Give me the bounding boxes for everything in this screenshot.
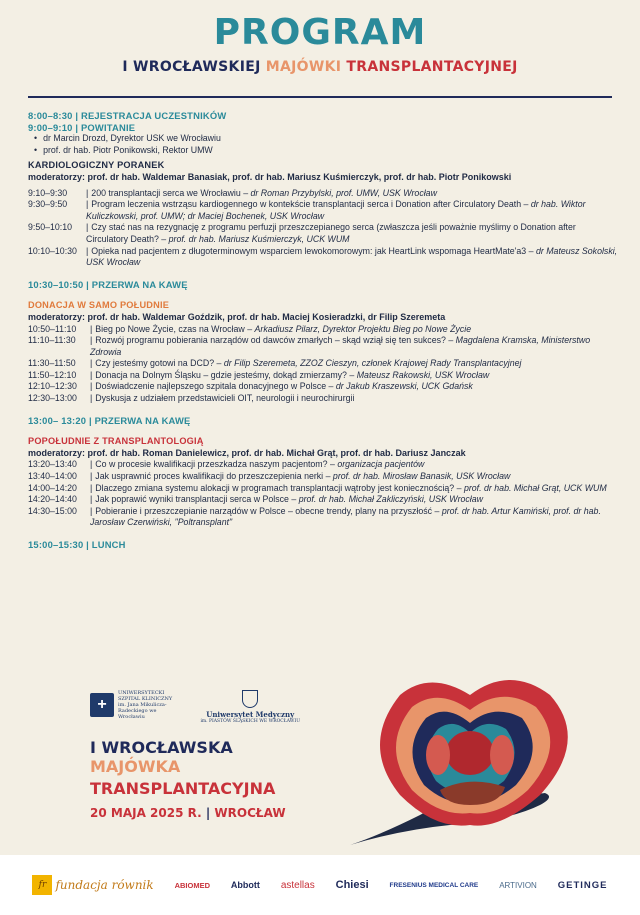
event-date-line bbox=[90, 806, 300, 820]
sponsor-label: fundacja równik bbox=[55, 878, 154, 892]
sponsor-fundacja-rownik bbox=[32, 875, 153, 895]
event-branding bbox=[90, 690, 300, 820]
agenda-topic: Czy jesteśmy gotowi na DCD? bbox=[95, 358, 215, 369]
agenda-time: 14:00–14:20 bbox=[28, 482, 77, 493]
umw-logo bbox=[200, 690, 300, 724]
agenda-speaker: Arkadiusz Pilarz, Dyrektor Projektu Bieg po Nowe Życie bbox=[254, 323, 472, 334]
agenda-item: 11:10–11:30 | Rozwój programu pobierania narządów od dawców zmarłych – skąd wziął się ten sukces? – Magdalena Kramska, Ministerstwo Zdrowia bbox=[28, 335, 591, 357]
agenda-time: 12:10–12:30 bbox=[28, 381, 77, 392]
subtitle-post: TRANSPLANTACYJNEJ bbox=[341, 59, 518, 75]
subtitle-pre: I WROCŁAWSKIEJ bbox=[122, 59, 266, 75]
sponsors-bar bbox=[0, 855, 640, 915]
section-moderators: moderatorzy: prof. dr hab. Waldemar Banasiak, prof. dr hab. Mariusz Kuśmierczyk, prof. dr hab. Piotr Ponikowski bbox=[28, 171, 512, 182]
event-name-pre: I WROCŁAWSKA bbox=[90, 738, 233, 757]
agenda-time: 11:10–11:30 bbox=[28, 335, 76, 346]
section-title: KARDIOLOGICZNY PORANEK bbox=[28, 160, 165, 171]
agenda-item: 10:10–10:30 | Opieka nad pacjentem z długoterminowym wsparciem lewokomorowym: jak HeartLink wspomaga HeartMate'a3 – dr Mateusz Sokolski, USK Wrocław bbox=[28, 245, 618, 268]
agenda-speaker: dr Roman Przybylski, prof. UMW, USK Wrocław bbox=[250, 187, 437, 198]
heart-hand-illustration bbox=[340, 655, 620, 855]
agenda-time: 9:30–9:50 bbox=[28, 199, 68, 210]
fundacja-logo-icon: fr bbox=[32, 875, 52, 895]
agenda-item: 9:50–10:10 | Czy stać nas na rezygnację z programu perfuzji przeszczepianego serca (zwłaszcza jeśli poważnie myślimy o Donation after Circulatory Death? – prof. dr hab. Mariusz Kuśmierczyk, UCK WUM bbox=[28, 222, 576, 244]
agenda-speaker: organizacja pacjentów bbox=[337, 459, 425, 470]
welcome-speakers bbox=[28, 133, 618, 156]
agenda-topic: Rozwój programu pobierania narządów od dawców zmarłych – skąd wziął się ten sukces? bbox=[95, 335, 446, 346]
section-moderators: moderatorzy: prof. dr hab. Waldemar Goździk, prof. dr hab. Maciej Kosieradzki, dr Filip Szeremeta bbox=[28, 311, 446, 322]
agenda-topic: Pobieranie i przeszczepianie narządów w Polsce – obecne trendy, plany na przyszłość bbox=[95, 505, 433, 516]
page-header bbox=[0, 0, 640, 75]
subtitle-accent: MAJÓWKI bbox=[265, 59, 342, 75]
agenda-speaker: Mateusz Rakowski, USK Wrocław bbox=[356, 369, 490, 380]
event-name-accent: MAJÓWKA bbox=[90, 757, 181, 776]
usk-logo-text: UNIWERSYTECKI SZPITAL KLINICZNY im. Jana Mikulicza-Radeckiego we Wrocławiu bbox=[118, 690, 173, 720]
header-divider bbox=[28, 96, 612, 98]
agenda-speaker: prof. dr hab. Michał Zakliczyński, USK Wrocław bbox=[298, 494, 483, 505]
agenda-speaker: dr hab. Wiktor Kuliczkowski, prof. UMW; dr Maciej Bochenek, USK Wrocław bbox=[86, 199, 586, 221]
agenda-item: 13:20–13:40 | Co w procesie kwalifikacji przeszkadza naszym pacjentom? – organizacja pacjentów bbox=[28, 459, 425, 470]
program-content bbox=[28, 110, 618, 551]
agenda-topic: Dlaczego zmiana systemu alokacji w programach transplantacji wątroby jest koniecznością? bbox=[95, 482, 455, 493]
sponsor-abiomed: ABIOMED bbox=[174, 880, 210, 890]
event-date: 20 MAJA 2025 R. bbox=[90, 806, 202, 820]
usk-logo bbox=[90, 690, 178, 720]
agenda-time: 10:10–10:30 bbox=[28, 245, 77, 256]
agenda-item: 12:10–12:30 | Doświadczenie najlepszego szpitala donacyjnego w Polsce – dr Jakub Kraszewski, UCK Gdańsk bbox=[28, 381, 473, 392]
agenda-topic: Jak usprawnić proces kwalifikacji do przeszczepienia nerki bbox=[95, 471, 324, 482]
agenda-item: 14:30–15:00 | Pobieranie i przeszczepianie narządów w Polsce – obecne trendy, plany na przyszłość – prof. dr hab. Artur Kamiński, prof. dr hab. Jarosław Czerwiński, "Poltransplant" bbox=[28, 505, 601, 528]
lung-right-icon bbox=[490, 735, 514, 775]
agenda-topic: Doświadczenie najlepszego szpitala donacyjnego w Polsce bbox=[95, 381, 327, 392]
umw-logo-subtext: im. PIASTÓW ŚLĄSKICH WE WROCŁAWIU bbox=[200, 719, 300, 724]
coffee-break-slot: 10:30–10:50 | PRZERWA NA KAWĘ bbox=[28, 278, 188, 290]
agenda-speaker: dr Filip Szeremeta, ZZOZ Cieszyn, członek Krajowej Rady Transplantacyjnej bbox=[223, 358, 522, 369]
agenda-item: 11:30–11:50 | Czy jesteśmy gotowi na DCD? – dr Filip Szeremeta, ZZOZ Cieszyn, członek Krajowej Rady Transplantacyjnej bbox=[28, 358, 522, 369]
sponsor-abbott: Abbott bbox=[230, 880, 260, 890]
hospital-cross-icon: + bbox=[90, 693, 114, 717]
agenda-topic: Co w procesie kwalifikacji przeszkadza naszym pacjentom? bbox=[95, 459, 328, 470]
agenda-time: 13:40–14:00 bbox=[28, 471, 77, 482]
agenda-topic: Opieka nad pacjentem z długoterminowym wsparciem lewokomorowym: jak HeartLink wspomaga HeartMate'a3 bbox=[91, 245, 527, 256]
lunch-slot: 15:00–15:30 | LUNCH bbox=[28, 539, 126, 550]
institution-logos bbox=[90, 690, 300, 724]
agenda-time: 10:50–11:10 bbox=[28, 323, 77, 334]
section-title: POPOŁUDNIE Z TRANSPLANTOLOGIĄ bbox=[28, 436, 204, 447]
crest-icon bbox=[242, 690, 258, 708]
agenda-time: 11:50–12:10 bbox=[28, 369, 77, 380]
agenda-item: 14:20–14:40 | Jak poprawić wyniki transplantacji serca w Polsce – prof. dr hab. Michał Zakliczyński, USK Wrocław bbox=[28, 494, 483, 505]
sponsor-artivion: ARTIVION bbox=[499, 880, 537, 890]
section-moderators: moderatorzy: prof. dr hab. Roman Danielewicz, prof. dr hab. Michał Grąt, prof. dr hab. Dariusz Janczak bbox=[28, 447, 466, 458]
page-title: PROGRAM bbox=[213, 12, 427, 53]
agenda-topic: Dyskusja z udziałem przedstawicieli OIT, neurologii i neurochirurgii bbox=[95, 393, 355, 404]
agenda-topic: Czy stać nas na rezygnację z programu perfuzji przeszczepianego serca (zwłaszcza jeśli poważnie myślimy o Donation after Circulatory Death? bbox=[86, 222, 576, 244]
sponsor-chiesi: Chiesi bbox=[335, 879, 369, 891]
agenda-speaker: prof. dr hab. Mariusz Kuśmierczyk, UCK WUM bbox=[168, 233, 350, 244]
agenda-topic: Donacja na Dolnym Śląsku – gdzie jesteśmy, dokąd zmierzamy? bbox=[95, 369, 347, 380]
agenda-time: 14:20–14:40 bbox=[28, 494, 77, 505]
page-subtitle bbox=[0, 59, 640, 75]
agenda-time: 13:20–13:40 bbox=[28, 459, 77, 470]
event-sep: | bbox=[205, 806, 211, 820]
umw-logo-text: Uniwersytet Medyczny bbox=[206, 710, 295, 719]
agenda-topic: Jak poprawić wyniki transplantacji serca w Polsce bbox=[95, 494, 289, 505]
agenda-topic: 200 transplantacji serca we Wrocławiu bbox=[91, 187, 241, 198]
sponsor-astellas: astellas bbox=[280, 879, 315, 891]
agenda-item: 9:30–9:50 | Program leczenia wstrząsu kardiogennego w kontekście transplantacji serca i Donation after Circulatory Death – dr hab. Wiktor Kuliczkowski, prof. UMW; dr Maciej Bochenek, USK Wrocław bbox=[28, 199, 586, 221]
agenda-topic: Program leczenia wstrząsu kardiogennego w kontekście transplantacji serca i Donation after Circulatory Death bbox=[91, 199, 522, 210]
agenda-item: 13:40–14:00 | Jak usprawnić proces kwalifikacji do przeszczepienia nerki – prof. dr hab. Mirosław Banasik, USK Wrocław bbox=[28, 471, 511, 482]
coffee-break-slot: 13:00– 13:20 | PRZERWA NA KAWĘ bbox=[28, 414, 191, 426]
agenda-speaker: prof. dr hab. Artur Kamiński, prof. dr hab. Jarosław Czerwiński, "Poltransplant" bbox=[90, 505, 601, 528]
agenda-time: 14:30–15:00 bbox=[28, 505, 77, 516]
agenda-topic: Bieg po Nowe Życie, czas na Wrocław bbox=[95, 323, 245, 334]
welcome-slot: 9:00–9:10 | POWITANIE bbox=[28, 121, 136, 133]
agenda-speaker: prof. dr hab. Michał Grąt, UCK WUM bbox=[463, 482, 607, 493]
agenda-time: 12:30–13:00 bbox=[28, 393, 77, 404]
agenda-speaker: prof. dr hab. Mirosław Banasik, USK Wrocław bbox=[332, 471, 511, 482]
section-title: DONACJA W SAMO POŁUDNIE bbox=[28, 300, 170, 311]
agenda-item: 10:50–11:10 | Bieg po Nowe Życie, czas na Wrocław – Arkadiusz Pilarz, Dyrektor Projektu Bieg po Nowe Życie bbox=[28, 323, 472, 334]
sponsor-fresenius: FRESENIUS MEDICAL CARE bbox=[389, 881, 479, 889]
agenda-time: 9:50–10:10 bbox=[28, 222, 73, 233]
event-city: WROCŁAW bbox=[214, 806, 286, 820]
agenda-item: 9:10–9:30 | 200 transplantacji serca we Wrocławiu – dr Roman Przybylski, prof. UMW, USK Wrocław bbox=[28, 187, 437, 198]
agenda-item: 11:50–12:10 | Donacja na Dolnym Śląsku – gdzie jesteśmy, dokąd zmierzamy? – Mateusz Rakowski, USK Wrocław bbox=[28, 369, 490, 380]
welcome-speaker: • prof. dr hab. Piotr Ponikowski, Rektor UMW bbox=[34, 145, 618, 157]
welcome-speaker: • dr Marcin Drozd, Dyrektor USK we Wrocławiu bbox=[34, 133, 618, 145]
sponsor-getinge: GETINGE bbox=[557, 879, 608, 891]
agenda-item: 14:00–14:20 | Dlaczego zmiana systemu alokacji w programach transplantacji wątroby jest koniecznością? – prof. dr hab. Michał Grąt, UCK WUM bbox=[28, 482, 607, 493]
agenda-speaker: dr Jakub Kraszewski, UCK Gdańsk bbox=[335, 381, 473, 392]
event-name-line2: TRANSPLANTACYJNA bbox=[90, 779, 276, 798]
agenda-time: 9:10–9:30 bbox=[28, 187, 68, 198]
heart-organ-icon bbox=[446, 731, 494, 775]
agenda-item: 12:30–13:00 | Dyskusja z udziałem przedstawicieli OIT, neurologii i neurochirurgii bbox=[28, 393, 355, 404]
agenda-speaker: Magdalena Kramska, Ministerstwo Zdrowia bbox=[90, 335, 591, 357]
agenda-time: 11:30–11:50 bbox=[28, 358, 76, 369]
event-name-line1 bbox=[90, 738, 300, 776]
agenda-speaker: dr Mateusz Sokolski, USK Wrocław bbox=[86, 245, 618, 268]
lung-left-icon bbox=[426, 735, 450, 775]
registration-slot: 8:00–8:30 | REJESTRACJA UCZESTNIKÓW bbox=[28, 110, 227, 121]
